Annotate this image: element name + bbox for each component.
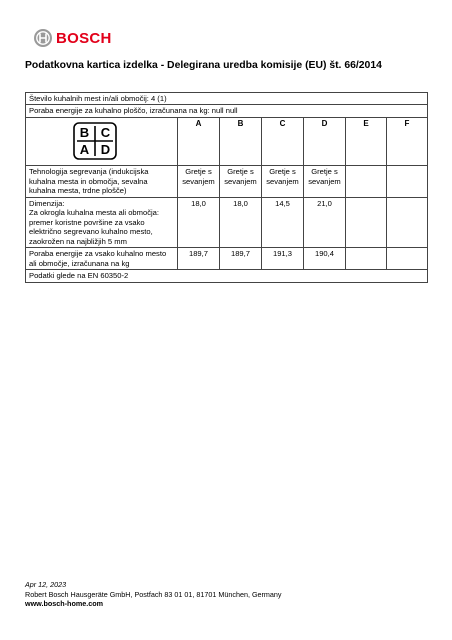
consumption-value: [346, 248, 387, 270]
table-row: [26, 270, 428, 282]
column-header: E: [346, 117, 387, 165]
table-row: [26, 117, 428, 165]
table-row: [26, 105, 428, 117]
label-letter: D: [100, 141, 111, 157]
bosch-logo: [34, 28, 112, 48]
label-letter: A: [79, 141, 90, 157]
dimension-value: [387, 197, 428, 247]
consumption-value: 191,3: [262, 248, 304, 270]
technology-value: Gretje s sevanjem: [178, 166, 220, 197]
standard-note: Podatki glede na EN 60350-2: [26, 270, 428, 282]
table-row: [26, 166, 428, 197]
footer: [25, 580, 282, 609]
table-row: [26, 197, 428, 247]
bosch-armature-icon: [34, 29, 52, 47]
column-header: C: [262, 117, 304, 165]
table-row: [26, 248, 428, 270]
label-letter: C: [100, 124, 111, 140]
table-row: [26, 93, 428, 105]
brand-name: BOSCH: [56, 29, 112, 47]
consumption-value: 189,7: [178, 248, 220, 270]
product-data-table: [25, 92, 428, 283]
energy-label-icon: [73, 122, 117, 160]
footer-address: Robert Bosch Hausgeräte GmbH, Postfach 83 01 01, 81701 München, Germany: [25, 589, 282, 599]
technology-label: Tehnologija segrevanja (indukcijska kuhalna mesta in območja, sevalna kuhalna mesta, trdne plošče): [26, 166, 178, 197]
dimension-value: 14,5: [262, 197, 304, 247]
dimension-label-line: zaokrožen na najbližjih 5 mm: [29, 236, 127, 246]
dimension-label-line: električno segrevano kuhalno mesto,: [29, 227, 153, 237]
dimension-label-line: premer koristne površine za vsako: [29, 217, 145, 227]
technology-value: [387, 166, 428, 197]
column-header: D: [304, 117, 346, 165]
consumption-value: 190,4: [304, 248, 346, 270]
hob-energy-consumption: Poraba energije za kuhalno ploščo, izračunana na kg: null null: [26, 105, 428, 117]
dimension-label-line: Dimenzija:: [29, 198, 65, 208]
dimension-value: [346, 197, 387, 247]
label-letter: B: [79, 124, 90, 140]
dimension-label-line: Za okrogla kuhalna mesta ali območja:: [29, 208, 160, 218]
dimension-value: 18,0: [220, 197, 262, 247]
technology-value: Gretje s sevanjem: [220, 166, 262, 197]
dimension-value: 18,0: [178, 197, 220, 247]
consumption-label: Poraba energije za vsako kuhalno mesto ali območje, izračunana na kg: [26, 248, 178, 270]
dimension-value: 21,0: [304, 197, 346, 247]
column-header: A: [178, 117, 220, 165]
cooking-zones-count: Število kuhalnih mest in/ali območij: 4 (1): [26, 93, 428, 105]
footer-date: Apr 12, 2023: [25, 580, 67, 589]
column-header: F: [387, 117, 428, 165]
technology-value: Gretje s sevanjem: [262, 166, 304, 197]
consumption-value: 189,7: [220, 248, 262, 270]
technology-value: [346, 166, 387, 197]
energy-label-cell: [26, 117, 178, 165]
footer-website-link[interactable]: www.bosch-home.com: [25, 599, 104, 609]
column-header: B: [220, 117, 262, 165]
dimension-label: [26, 197, 178, 247]
page-title: Podatkovna kartica izdelka - Delegirana uredba komisije (EU) št. 66/2014: [25, 60, 382, 71]
technology-value: Gretje s sevanjem: [304, 166, 346, 197]
consumption-value: [387, 248, 428, 270]
